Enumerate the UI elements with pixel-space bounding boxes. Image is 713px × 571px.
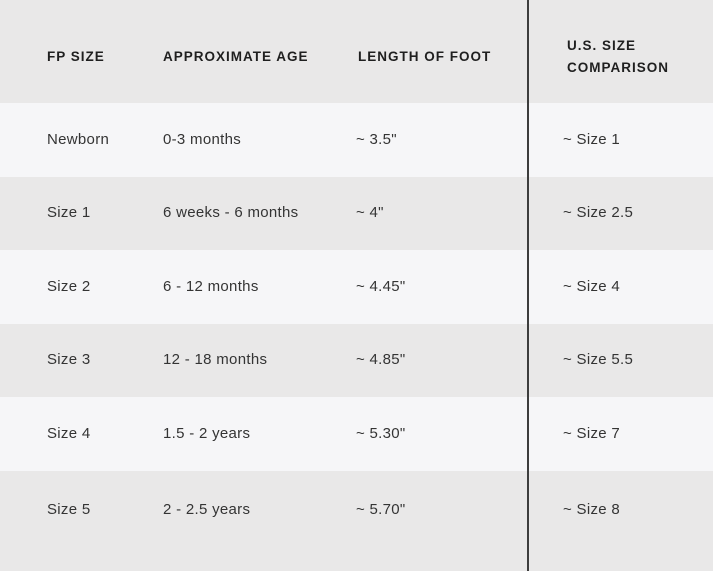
age-value: 6 - 12 months xyxy=(163,277,259,295)
foot-length-value: ~ 5.30" xyxy=(356,424,406,442)
age-value: 1.5 - 2 years xyxy=(163,424,251,442)
age-value: 6 weeks - 6 months xyxy=(163,204,299,222)
table-row xyxy=(0,397,713,471)
column-divider-line xyxy=(527,0,529,571)
fp-size-value: Size 5 xyxy=(47,500,91,518)
us-size-value: ~ Size 2.5 xyxy=(563,204,634,222)
age-value: 0-3 months xyxy=(163,130,242,148)
table-row xyxy=(0,471,713,571)
table-header-row xyxy=(0,0,713,103)
foot-length-value: ~ 3.5" xyxy=(356,130,397,148)
table-row xyxy=(0,177,713,251)
column-header-fp-size: FP SIZE xyxy=(47,48,105,64)
us-size-value: ~ Size 4 xyxy=(563,277,621,295)
table-row xyxy=(0,103,713,177)
foot-length-value: ~ 4.45" xyxy=(356,277,406,295)
table-row xyxy=(0,324,713,398)
age-value: 2 - 2.5 years xyxy=(163,500,251,518)
age-value: 12 - 18 months xyxy=(163,351,268,369)
foot-length-value: ~ 4.85" xyxy=(356,351,406,369)
us-size-value: ~ Size 8 xyxy=(563,500,621,518)
fp-size-value: Size 4 xyxy=(47,424,91,442)
foot-length-value: ~ 4" xyxy=(356,204,384,222)
us-size-value: ~ Size 5.5 xyxy=(563,351,634,369)
column-header-age: APPROXIMATE AGE xyxy=(163,48,309,64)
foot-length-value: ~ 5.70" xyxy=(356,500,406,518)
fp-size-value: Size 1 xyxy=(47,204,91,222)
us-size-value: ~ Size 7 xyxy=(563,424,621,442)
table-row xyxy=(0,250,713,324)
column-header-us-size: U.S. SIZE COMPARISON xyxy=(567,37,670,75)
fp-size-value: Size 2 xyxy=(47,277,91,295)
fp-size-value: Newborn xyxy=(47,130,110,148)
us-size-value: ~ Size 1 xyxy=(563,130,621,148)
fp-size-value: Size 3 xyxy=(47,351,91,369)
column-header-foot-length: LENGTH OF FOOT xyxy=(358,48,492,64)
